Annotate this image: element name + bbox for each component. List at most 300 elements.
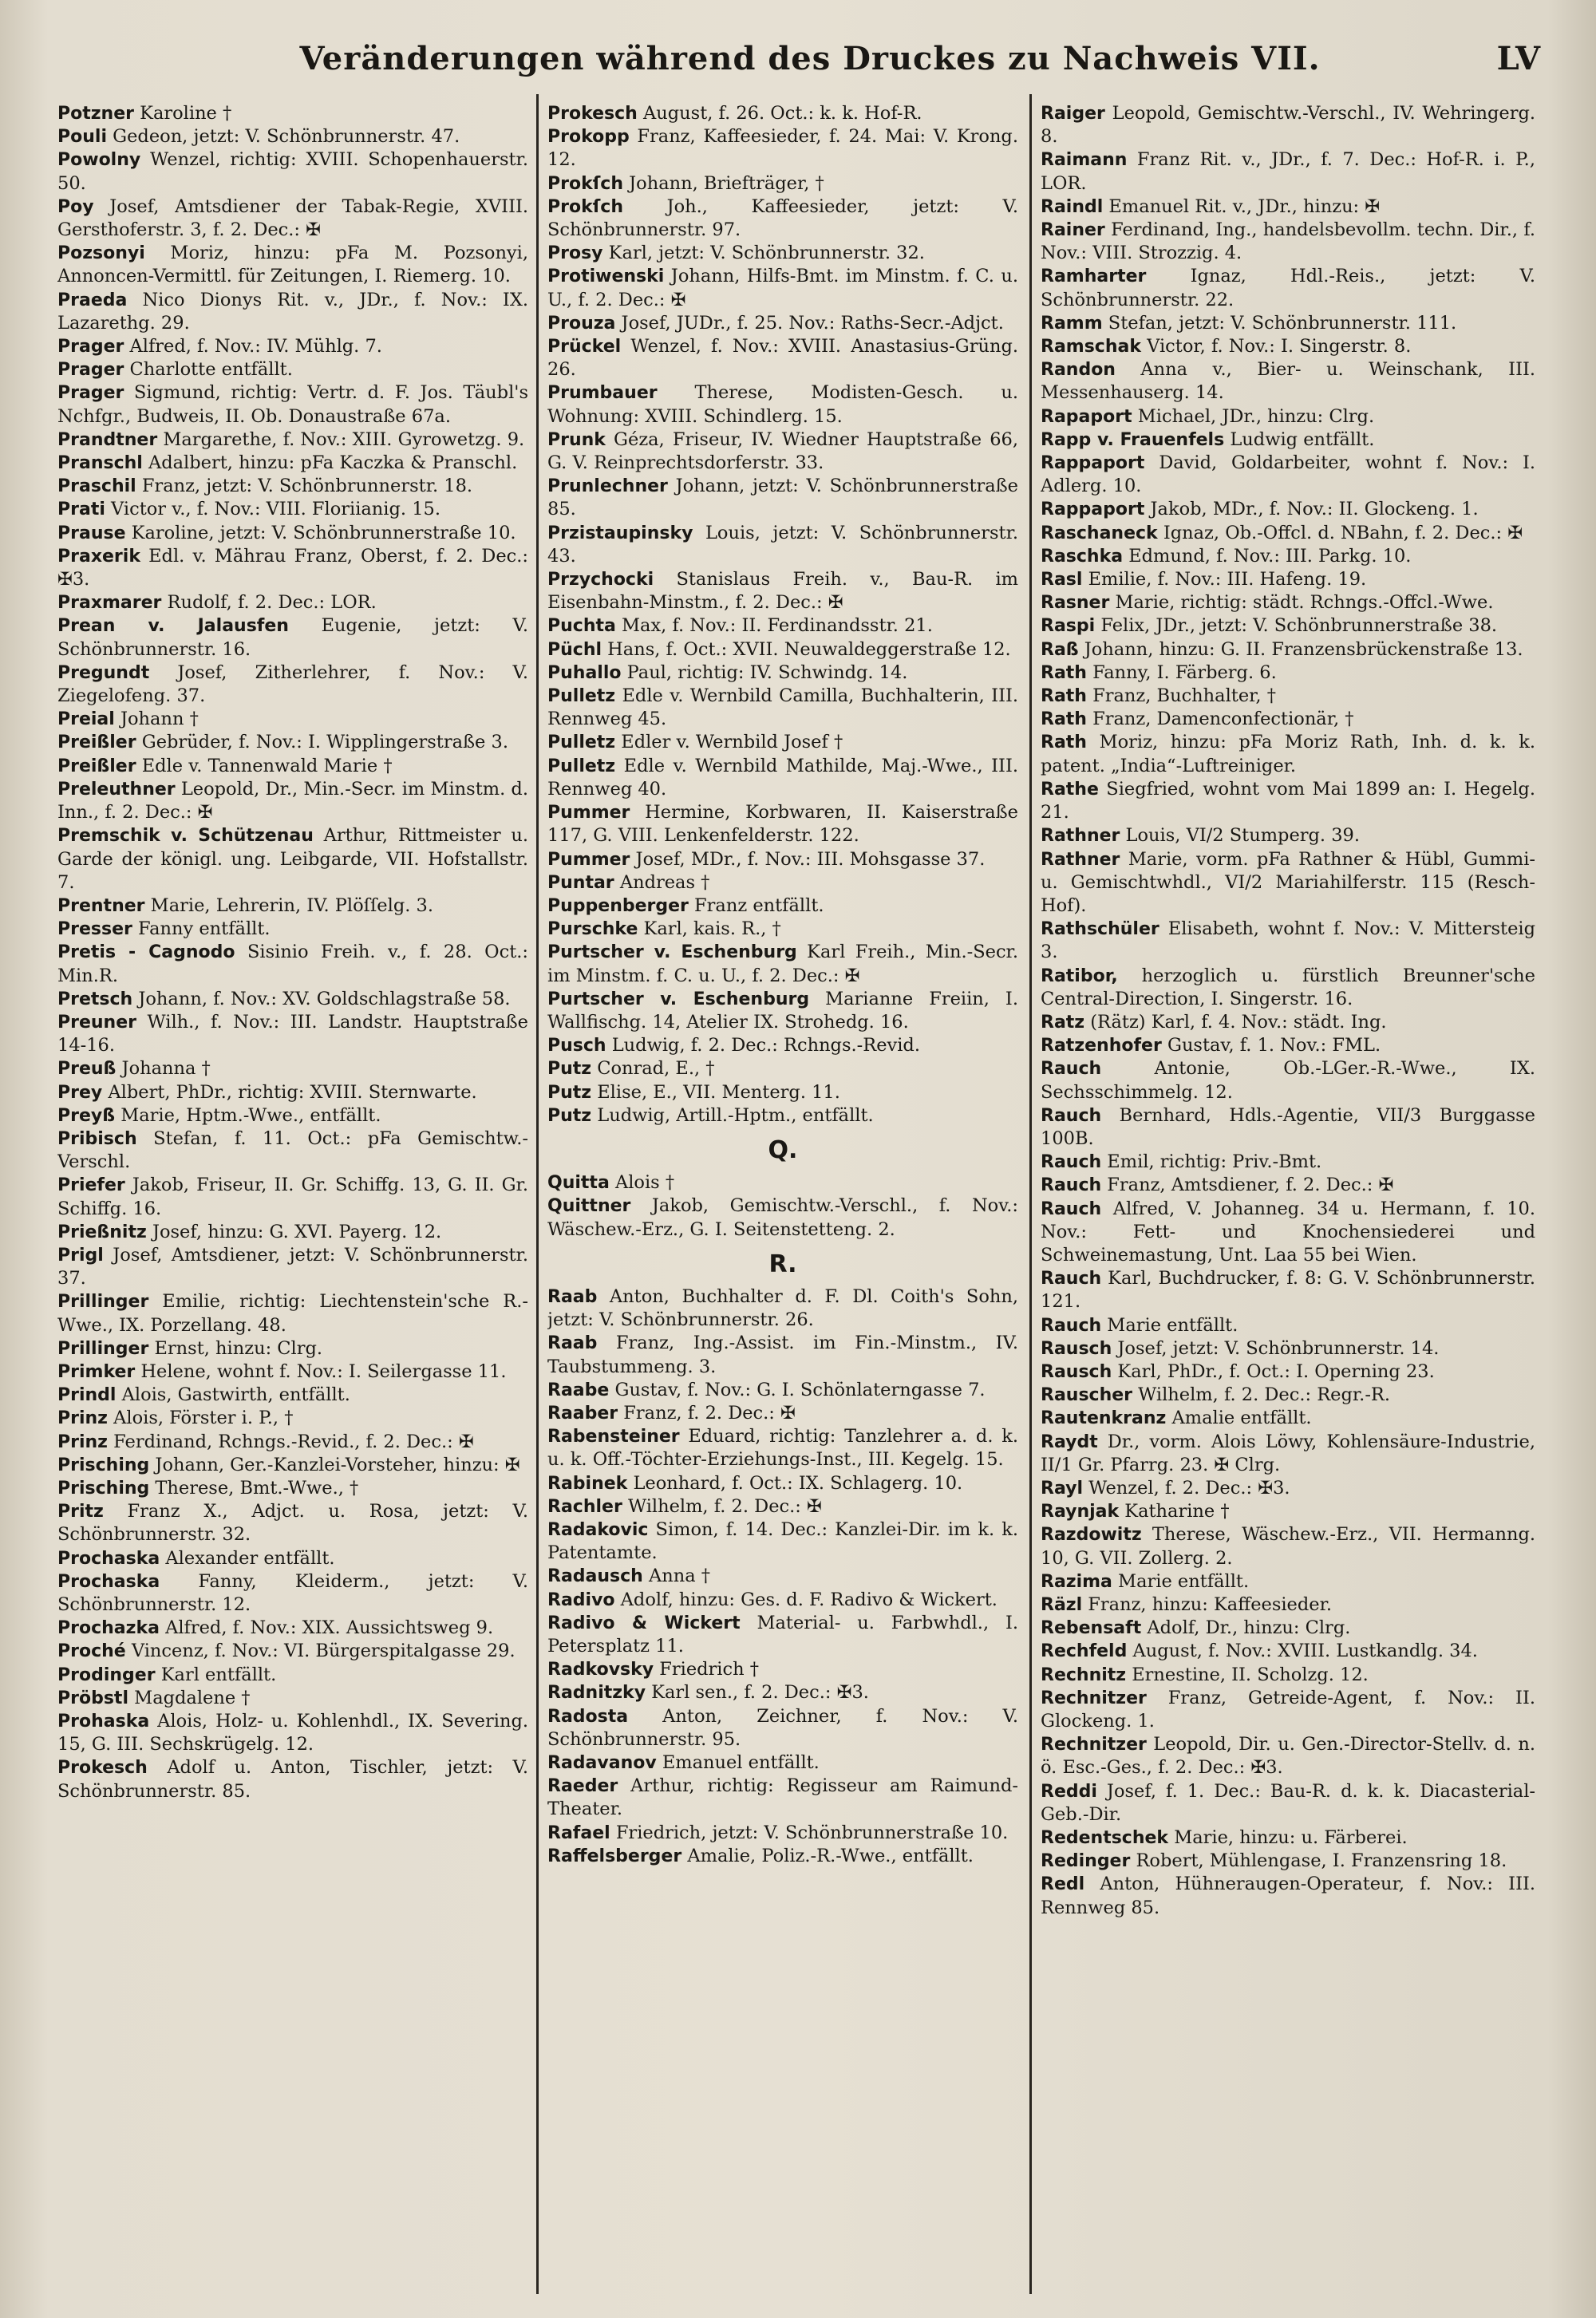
directory-entry [547, 941, 1018, 987]
entry-surname: Rath [1041, 686, 1087, 707]
entry-details: Jakob, MDr., f. Nov.: II. Glockeng. 1. [1144, 499, 1479, 520]
entry-surname: Raschka [1041, 546, 1124, 567]
directory-entry [1041, 219, 1535, 265]
directory-entry [57, 1360, 528, 1384]
entry-surname: Rauch [1041, 1198, 1102, 1219]
entry-details: Victor v., f. Nov.: VIII. Floriianig. 15. [105, 499, 440, 520]
directory-entry [1041, 685, 1535, 708]
entry-details: Louis, VI/2 Stumperg. 39. [1120, 825, 1361, 847]
entry-details: Johann, f. Nov.: XV. Goldschlagstraße 58. [132, 988, 511, 1009]
entry-details: Ignaz, Hdl.-Reis., jetzt: V. Schönbrunnerstr. 22. [1041, 266, 1535, 310]
entry-details: Ignaz, Ob.-Offcl. d. NBahn, f. 2. Dec.: ✠ [1157, 522, 1523, 543]
directory-entry [547, 1379, 1018, 1402]
entry-surname: Rath [1041, 662, 1087, 683]
entry-surname: Putz [547, 1082, 592, 1103]
directory-entry [547, 1057, 1018, 1080]
entry-surname: Radausch [547, 1566, 643, 1587]
directory-entry [1041, 1593, 1535, 1617]
directory-entry [547, 568, 1018, 614]
entry-surname: Rappaport [1041, 453, 1145, 474]
directory-entry [1041, 1826, 1535, 1850]
entry-surname: Prigl [57, 1245, 104, 1266]
entry-surname: Raydt [1041, 1431, 1098, 1452]
entry-surname: Radosta [547, 1706, 629, 1727]
directory-entry [57, 522, 528, 545]
entry-details: Ferdinand, Ing., handelsbevollm. techn. Dir., f. Nov.: VIII. Strozzig. 4. [1041, 219, 1535, 264]
directory-entry [57, 1687, 528, 1710]
directory-entry [1041, 918, 1535, 964]
directory-entry [547, 731, 1018, 754]
directory-entry [547, 755, 1018, 801]
directory-entry [57, 358, 528, 381]
entry-surname: Rechnitz [1041, 1664, 1127, 1685]
entry-details: Gebrüder, f. Nov.: I. Wipplingerstraße 3. [136, 732, 508, 753]
entry-details: Marie, hinzu: u. Färberei. [1168, 1827, 1408, 1849]
directory-entry [1041, 195, 1535, 219]
entry-details: Arthur, Rittmeister u. Garde der königl. ung. Leibgarde, VII. Hofstallstr. 7. [57, 825, 528, 893]
directory-entry [57, 1384, 528, 1407]
entry-details: Emilie, f. Nov.: III. Hafeng. 19. [1082, 569, 1367, 590]
entry-surname: Prouza [547, 313, 616, 334]
entry-details: Johann, Ger.-Kanzlei-Vorsteher, hinzu: ✠ [149, 1454, 520, 1475]
entry-details: Adolf, hinzu: Ges. d. F. Radivo & Wickert. [614, 1589, 998, 1610]
entry-surname: Rayl [1041, 1478, 1083, 1499]
directory-entry [1041, 1384, 1535, 1407]
entry-surname: Rechfeld [1041, 1641, 1128, 1662]
entry-surname: Purtscher v. Eschenburg [547, 942, 797, 963]
entry-surname: Räzl [1041, 1595, 1083, 1615]
directory-entry [57, 661, 528, 708]
directory-entry [1041, 1477, 1535, 1500]
directory-entry [547, 125, 1018, 172]
directory-entry [547, 614, 1018, 638]
entry-surname: Rasner [1041, 593, 1110, 614]
entry-surname: Rebensaft [1041, 1618, 1142, 1639]
directory-entry [547, 988, 1018, 1034]
entry-surname: Pulletz [547, 686, 616, 707]
directory-entry [547, 1518, 1018, 1565]
section-letter: R. [768, 1250, 797, 1278]
entry-surname: Prinz [57, 1431, 108, 1452]
directory-entry [547, 381, 1018, 428]
directory-entry [1041, 1314, 1535, 1337]
entry-surname: Rauch [1041, 1269, 1102, 1289]
directory-entry [547, 242, 1018, 265]
entry-details: Dr., vorm. Alois Löwy, Kohlensäure-Industrie, II/1 Gr. Pfarrg. 23. ✠ Clrg. [1041, 1431, 1535, 1475]
directory-entry [547, 661, 1018, 685]
directory-entry [547, 195, 1018, 242]
entry-surname: Rechnitzer [1041, 1688, 1147, 1708]
directory-entry [547, 1472, 1018, 1495]
entry-surname: Prentner [57, 895, 145, 916]
directory-entry [57, 125, 528, 148]
entry-details: Bernhard, Hdls.-Agentie, VII/3 Burggasse 100B. [1041, 1104, 1535, 1149]
entry-surname: Prisching [57, 1478, 150, 1499]
entry-surname: Putz [547, 1059, 592, 1080]
entry-surname: Prunlechner [547, 476, 668, 497]
entry-details: Josef, JUDr., f. 25. Nov.: Raths-Secr.-Adjct. [615, 312, 1004, 334]
entry-surname: Przychocki [547, 570, 654, 590]
entry-surname: Ratz [1041, 1012, 1085, 1033]
directory-entry [547, 1195, 1018, 1241]
entry-details: Emanuel entfällt. [656, 1752, 820, 1774]
entry-surname: Raimann [1041, 150, 1128, 171]
entry-details: Alois, Gastwirth, entfällt. [116, 1384, 350, 1406]
entry-surname: Ramschak [1041, 337, 1141, 357]
entry-details: Anton, Hühneraugen-Operateur, f. Nov.: III. Rennweg 85. [1041, 1874, 1535, 1918]
entry-surname: Raaber [547, 1403, 618, 1424]
directory-entry [57, 1617, 528, 1640]
entry-details: Leonhard, f. Oct.: IX. Schlagerg. 10. [627, 1472, 963, 1494]
directory-entry [1041, 1011, 1535, 1034]
entry-details: Marie, Lehrerin, IV. Plöſſelg. 3. [144, 894, 433, 916]
entry-surname: Pummer [547, 803, 630, 823]
entry-details: Marie, vorm. pFa Rathner & Hübl, Gummi- u. Gemischtwhdl., VI/2 Mariahilferstr. 115 (Resch-Hof). [1041, 848, 1535, 916]
directory-entry [1041, 312, 1535, 335]
entry-surname: Prager [57, 337, 124, 357]
entry-surname: Raab [547, 1333, 598, 1354]
entry-surname: Prohaska [57, 1712, 150, 1732]
directory-entry [1041, 1664, 1535, 1687]
directory-entry [1041, 591, 1535, 614]
directory-entry [547, 1034, 1018, 1057]
directory-entry [547, 428, 1018, 475]
directory-entry [1041, 452, 1535, 498]
entry-surname: Quittner [547, 1196, 631, 1217]
entry-details: Karl, PhDr., f. Oct.: I. Operning 23. [1112, 1360, 1435, 1382]
directory-entry [57, 195, 528, 242]
entry-details: Alfred, V. Johanneg. 34 u. Hermann, f. 10. Nov.: Fett- und Knochensiederei und Schweinemastung, Unt. Laa 55 bei Wien. [1041, 1198, 1535, 1266]
entry-surname: Prochaska [57, 1548, 160, 1569]
entry-surname: Puntar [547, 872, 614, 893]
directory-entry [1041, 1523, 1535, 1570]
entry-surname: Pretsch [57, 989, 133, 1009]
entry-surname: Poy [57, 196, 94, 217]
entry-details: Elisabeth, wohnt f. Nov.: V. Mittersteig 3. [1041, 918, 1535, 963]
entry-surname: Prosy [547, 243, 603, 264]
entry-surname: Praeda [57, 290, 128, 310]
entry-details: Franz, Amtsdiener, f. 2. Dec.: ✠ [1101, 1175, 1394, 1196]
entry-details: Marie, richtig: städt. Rchngs.-Offcl.-Wwe. [1109, 592, 1494, 614]
entry-surname: Rasl [1041, 570, 1083, 590]
entry-surname: Prisching [57, 1455, 150, 1475]
entry-details: Wenzel, richtig: XVIII. Schopenhauerstr. 50. [57, 149, 528, 194]
entry-surname: Rainer [1041, 220, 1105, 241]
entry-details: Josef, f. 1. Dec.: Bau-R. d. k. k. Diacasterial-Geb.-Dir. [1041, 1780, 1535, 1825]
entry-surname: Radivo [547, 1589, 615, 1610]
directory-entry [1041, 1640, 1535, 1663]
directory-entry [1041, 405, 1535, 428]
entry-surname: Proché [57, 1641, 126, 1662]
entry-surname: Putz [547, 1105, 592, 1126]
entry-surname: Radkovsky [547, 1660, 654, 1680]
directory-entry [57, 1547, 528, 1570]
entry-details: Franz, Kaffeesieder, f. 24. Mai: V. Krong. 12. [547, 126, 1018, 171]
entry-surname: Purschke [547, 919, 638, 940]
entry-details: Stanislaus Freih. v., Bau-R. im Eisenbahn-Minstm., f. 2. Dec.: ✠ [547, 569, 1018, 614]
directory-entry [57, 428, 528, 452]
entry-details: Ludwig entfällt. [1224, 428, 1375, 450]
entry-surname: Primker [57, 1361, 136, 1382]
entry-details: Michael, JDr., hinzu: Clrg. [1132, 405, 1375, 427]
directory-entry [547, 894, 1018, 918]
entry-details: Rudolf, f. 2. Dec.: LOR. [161, 592, 377, 614]
entry-surname: Raß [1041, 639, 1079, 660]
entry-details: Siegfried, wohnt vom Mai 1899 an: I. Hegelg. 21. [1041, 778, 1535, 823]
entry-details: (Rätz) Karl, f. 4. Nov.: städt. Ing. [1084, 1011, 1387, 1033]
entry-surname: Preuner [57, 1012, 136, 1033]
directory-entry [57, 381, 528, 428]
entry-surname: Puhallo [547, 662, 622, 683]
entry-surname: Prinz [57, 1408, 108, 1429]
directory-entry [57, 452, 528, 475]
entry-details: Edmund, f. Nov.: III. Parkg. 10. [1123, 545, 1412, 567]
directory-entry [547, 1402, 1018, 1425]
entry-surname: Presser [57, 919, 132, 940]
entry-surname: Radakovic [547, 1519, 649, 1540]
directory-entry [57, 1431, 528, 1454]
entry-details: Franz, Buchhalter, † [1086, 685, 1276, 707]
directory-entry [57, 731, 528, 754]
directory-entry [57, 1244, 528, 1290]
entry-details: Alexander entfällt. [160, 1547, 335, 1569]
directory-entry [547, 1658, 1018, 1681]
entry-details: Leopold, Dr., Min.-Secr. im Minstm. d. Inn., f. 2. Dec.: ✠ [57, 778, 528, 823]
entry-details: Edle v. Tannenwald Marie † [136, 755, 393, 776]
directory-entry [547, 102, 1018, 125]
directory-entry [1041, 1407, 1535, 1430]
directory-entry [1041, 545, 1535, 568]
entry-details: Leopold, Gemischtw.-Verschl., IV. Wehringerg. 8. [1041, 103, 1535, 148]
entry-details: Emilie, richtig: Liechtenstein'sche R.-Wwe., IX. Porzellang. 48. [57, 1291, 528, 1336]
directory-entry [57, 1477, 528, 1500]
entry-surname: Prochaska [57, 1571, 160, 1592]
entry-surname: Rachler [547, 1496, 622, 1517]
entry-surname: Pröbstl [57, 1688, 128, 1708]
entry-details: Franz, f. 2. Dec.: ✠ [618, 1402, 796, 1424]
entry-details: Franz entfällt. [688, 894, 824, 916]
entry-details: Hans, f. Oct.: XVII. Neuwaldeggerstraße 12. [602, 638, 1011, 660]
directory-entry [547, 312, 1018, 335]
entry-surname: Pranschl [57, 453, 143, 474]
entry-details: Marie, Hptm.-Wwe., entfällt. [115, 1104, 381, 1126]
entry-surname: Priefer [57, 1175, 125, 1196]
directory-entry [57, 755, 528, 778]
entry-details: Johann † [114, 709, 199, 730]
entry-details: Johann, Hilfs-Bmt. im Minstm. f. C. u. U., f. 2. Dec.: ✠ [547, 266, 1018, 310]
entry-details: Johann, Briefträger, † [623, 172, 824, 194]
entry-surname: Radivo & Wickert [547, 1613, 741, 1633]
entry-details: David, Goldarbeiter, wohnt f. Nov.: I. Adlerg. 10. [1041, 452, 1535, 497]
directory-entry [57, 1057, 528, 1080]
entry-details: Wilhelm, f. 2. Dec.: Regr.-R. [1132, 1384, 1391, 1406]
directory-entry [1041, 848, 1535, 918]
column-rule-2 [1029, 94, 1032, 2294]
entry-surname: Ramharter [1041, 267, 1147, 287]
entry-details: Therese, Bmt.-Wwe., † [149, 1477, 359, 1499]
entry-details: Gustav, f. Nov.: G. I. Schönlaterngasse 7. [609, 1379, 986, 1400]
entry-surname: Preißler [57, 756, 136, 776]
entry-surname: Raiger [1041, 104, 1105, 124]
column-rule-1 [536, 94, 539, 2294]
entry-details: Franz, jetzt: V. Schönbrunnerstr. 18. [136, 476, 473, 497]
entry-surname: Rausch [1041, 1361, 1112, 1382]
directory-entry [57, 614, 528, 661]
entry-details: Katharine † [1119, 1501, 1230, 1522]
directory-entry [1041, 1733, 1535, 1779]
directory-entry [57, 1454, 528, 1477]
directory-entry [1041, 1151, 1535, 1174]
entry-details: Max, f. Nov.: II. Ferdinandsstr. 21. [615, 615, 933, 637]
entry-details: Karl, jetzt: V. Schönbrunnerstr. 32. [602, 243, 925, 264]
entry-surname: Preyß [57, 1105, 116, 1126]
entry-details: Ernestine, II. Scholzg. 12. [1126, 1664, 1369, 1685]
entry-details: Karl sen., f. 2. Dec.: ✠3. [646, 1682, 869, 1704]
entry-details: Fanny, I. Färberg. 6. [1086, 661, 1277, 683]
directory-entry [1041, 1873, 1535, 1919]
entry-details: Johanna † [116, 1058, 211, 1080]
entry-details: Sigmund, richtig: Vertr. d. F. Jos. Täubl's Nchfgr., Budweis, II. Ob. Donaustraße 67a. [57, 382, 528, 427]
directory-entry [547, 1171, 1018, 1195]
entry-details: Louis, jetzt: V. Schönbrunnerstr. 43. [547, 522, 1018, 567]
directory-entry [547, 871, 1018, 894]
column-3 [1041, 102, 1535, 1920]
entry-details: Victor, f. Nov.: I. Singerstr. 8. [1140, 336, 1412, 357]
entry-surname: Prokopp [547, 127, 630, 148]
directory-entry [547, 801, 1018, 847]
entry-details: Material- u. Farbwhdl., I. Petersplatz 11. [547, 1612, 1018, 1657]
directory-entry [57, 824, 528, 894]
directory-entry [57, 1290, 528, 1337]
entry-surname: Pummer [547, 849, 630, 870]
entry-details: Anna v., Bier- u. Weinschank, III. Messenhauserg. 14. [1041, 359, 1535, 404]
entry-surname: Pouli [57, 127, 107, 148]
entry-surname: Raffelsberger [547, 1846, 682, 1866]
directory-entry [547, 1751, 1018, 1775]
entry-details: Antonie, Ob.-LGer.-R.-Wwe., IX. Sechsschimmelg. 12. [1041, 1058, 1535, 1103]
entry-details: Therese, Modisten-Gesch. u. Wohnung: XVIII. Schindlerg. 15. [547, 382, 1018, 427]
entry-surname: Rauch [1041, 1175, 1102, 1196]
entry-surname: Prindl [57, 1385, 117, 1406]
entry-surname: Powolny [57, 150, 141, 171]
directory-entry [1041, 1500, 1535, 1523]
directory-entry [1041, 335, 1535, 358]
entry-details: Josef, Zitherlehrer, f. Nov.: V. Ziegelofeng. 37. [57, 661, 528, 707]
entry-surname: Radnitzky [547, 1683, 646, 1704]
directory-entry [57, 289, 528, 335]
entry-surname: Rausch [1041, 1338, 1112, 1359]
entry-details: Alois, Holz- u. Kohlenhdl., IX. Severing. 15, G. III. Sechskrügelg. 12. [57, 1711, 528, 1755]
page-title: Veränderungen während des Druckes zu Nachweis VII. [299, 40, 1321, 77]
entry-details: Edle v. Wernbild Mathilde, Maj.-Wwe., III. Rennweg 40. [547, 755, 1018, 800]
directory-entry [547, 172, 1018, 195]
entry-details: Amalie, Poliz.-R.-Wwe., entfällt. [681, 1845, 974, 1866]
directory-entry [547, 265, 1018, 311]
directory-entry [1041, 148, 1535, 195]
directory-entry [57, 1664, 528, 1687]
entry-surname: Pretis - Cagnodo [57, 942, 235, 963]
entry-surname: Purtscher v. Eschenburg [547, 989, 810, 1009]
entry-surname: Preißler [57, 733, 136, 753]
entry-surname: Rabinek [547, 1473, 628, 1494]
entry-details: Sisinio Freih. v., f. 28. Oct.: Min.R. [57, 942, 528, 986]
entry-surname: Puchta [547, 616, 616, 637]
directory-entry [57, 591, 528, 614]
directory-entry [547, 918, 1018, 941]
entry-details: Adalbert, hinzu: pFa Kaczka & Pranschl. [142, 452, 518, 474]
directory-entry [547, 1589, 1018, 1612]
directory-entry [547, 1332, 1018, 1378]
directory-entry [57, 102, 528, 125]
entry-surname: Prokſch [547, 173, 623, 194]
entry-details: Josef, jetzt: V. Schönbrunnerstr. 14. [1112, 1337, 1440, 1359]
entry-surname: Pulletz [547, 733, 616, 753]
entry-surname: Quitta [547, 1173, 610, 1194]
directory-entry [1041, 638, 1535, 661]
entry-surname: Prunk [547, 429, 606, 450]
directory-entry [1041, 102, 1535, 148]
directory-entry [1041, 708, 1535, 731]
directory-entry [547, 685, 1018, 731]
entry-details: Fanny entfällt. [132, 918, 271, 940]
entry-details: Adolf, Dr., hinzu: Clrg. [1141, 1617, 1351, 1639]
entry-details: Elise, E., VII. Menterg. 11. [591, 1081, 840, 1103]
entry-details: Johann, hinzu: G. II. Franzensbrückenstraße 13. [1078, 638, 1523, 660]
entry-surname: Pusch [547, 1036, 606, 1056]
entry-surname: Prager [57, 360, 124, 381]
entry-details: Paul, richtig: IV. Schwindg. 14. [621, 661, 908, 683]
entry-surname: Pregundt [57, 662, 150, 683]
entry-surname: Prati [57, 500, 105, 520]
directory-entry [1041, 1034, 1535, 1057]
entry-surname: Preial [57, 709, 115, 730]
entry-details: Alfred, f. Nov.: IV. Mühlg. 7. [124, 336, 382, 357]
directory-entry [547, 638, 1018, 661]
entry-surname: Pritz [57, 1502, 104, 1522]
directory-entry [547, 1104, 1018, 1127]
directory-entry [57, 1174, 528, 1220]
entry-surname: Puppenberger [547, 895, 689, 916]
entry-surname: Raindl [1041, 196, 1104, 217]
directory-entry [1041, 1198, 1535, 1268]
entry-details: Fanny, Kleiderm., jetzt: V. Schönbrunnerstr. 12. [57, 1570, 528, 1615]
entry-details: Josef, hinzu: G. XVI. Payerg. 12. [146, 1221, 442, 1242]
entry-surname: Preleuthner [57, 779, 176, 800]
entry-details: Wenzel, f. 2. Dec.: ✠3. [1083, 1477, 1290, 1499]
entry-surname: Razima [1041, 1571, 1112, 1592]
entry-details: Friedrich, jetzt: V. Schönbrunnerstraße 10. [610, 1822, 1009, 1843]
entry-surname: Ramm [1041, 313, 1103, 334]
entry-surname: Raynjak [1041, 1502, 1120, 1522]
directory-entry [57, 1407, 528, 1430]
entry-surname: Prodinger [57, 1664, 156, 1685]
entry-surname: Rauch [1041, 1315, 1102, 1336]
directory-entry [57, 242, 528, 288]
entry-details: Karl, Buchdrucker, f. 8: G. V. Schönbrunnerstr. 121. [1041, 1268, 1535, 1313]
entry-details: Felix, JDr., jetzt: V. Schönbrunnerstraße 38. [1095, 615, 1498, 637]
entry-details: Arthur, richtig: Regisseur am Raimund-Theater. [547, 1775, 1018, 1820]
entry-surname: Raspi [1041, 616, 1096, 637]
directory-entry [57, 708, 528, 731]
entry-surname: Praxerik [57, 546, 140, 567]
entry-surname: Redinger [1041, 1851, 1131, 1872]
entry-details: Conrad, E., † [591, 1058, 715, 1080]
entry-surname: Raeder [547, 1776, 618, 1797]
entry-details: Karl, kais. R., † [638, 918, 781, 940]
entry-surname: Prießnitz [57, 1222, 147, 1242]
directory-entry [1041, 661, 1535, 685]
directory-entry [57, 1337, 528, 1360]
